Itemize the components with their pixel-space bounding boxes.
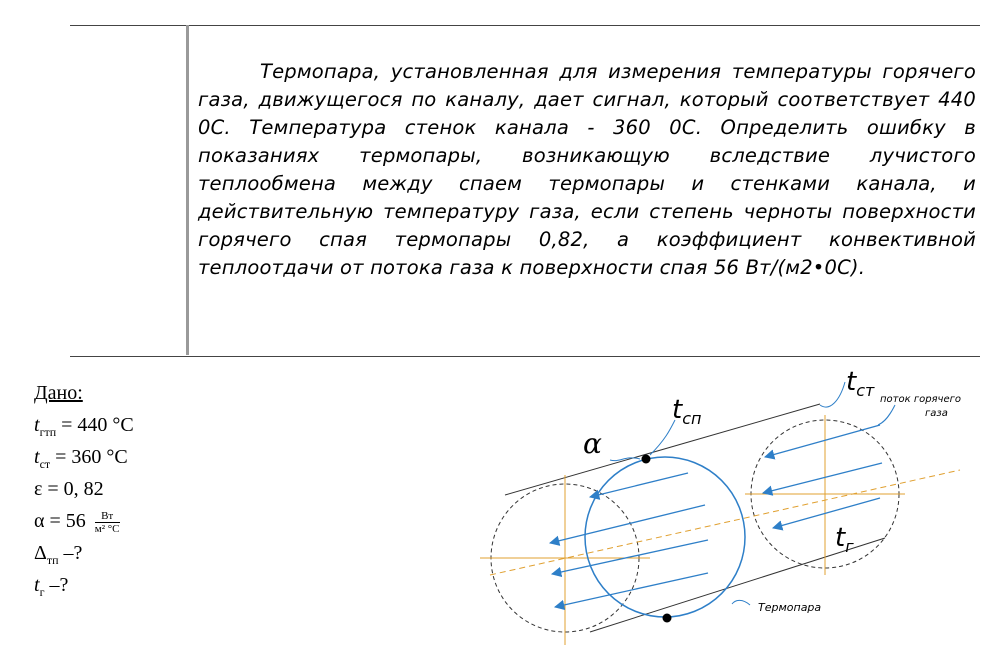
label-tst: $t_{ст}$ <box>846 367 875 400</box>
given-block <box>34 380 134 604</box>
given-eps: ε = 0, 82 <box>34 478 104 500</box>
junction-dot-top <box>642 455 651 464</box>
flow-arrow-4 <box>550 505 705 543</box>
label-alpha: α <box>583 427 602 460</box>
label-flow-2: газа <box>925 408 948 419</box>
given-t-gtp: $t_{гтп} = 440$ °C <box>34 414 134 439</box>
given-alpha: α = 56 $\frac{Вт}{\text{м² °C}}$ <box>34 509 120 535</box>
axis-line <box>490 470 960 575</box>
flow-arrow-2 <box>763 463 882 493</box>
task-text <box>198 58 976 282</box>
flow-arrow-3 <box>773 498 880 528</box>
junction-circle <box>585 457 745 617</box>
given-title: Дано: <box>34 382 83 404</box>
given-delta: $\Delta_{тп}$ –? <box>34 542 83 567</box>
label-thermo: Термопара <box>758 601 822 614</box>
given-t-st: $t_{ст} = 360$ °C <box>34 446 128 471</box>
label-tsp: $t_{сп}$ <box>672 395 702 428</box>
thermo-leader <box>732 600 750 605</box>
alpha-unit-fraction: $\frac{Вт}{\text{м² °C}}$ <box>94 509 120 535</box>
label-tg: $t_г$ <box>835 523 854 556</box>
label-flow-1: поток горячего <box>880 394 961 405</box>
junction-dot-bottom <box>663 614 672 623</box>
flow-arrow-1 <box>765 425 880 457</box>
task-text-content: Термопара, установленная для измерения температуры горячего газа, движущегося по каналу, дает сигнал, который соответствует 440 0С. Температура стенок канала - 360 0С. Определить ошибку в показаниях термопары, возникающую вследствие лучистого теплообмена между спаем термопары и стенками канала, и действительную температуру газа, если степень черноты поверхности горячего спая термопары 0,82, а коэффициент конвективной теплоотдачи от потока газа к поверхности спая 56 Вт/(м2•0С). <box>198 60 976 279</box>
flow-arrow-5 <box>552 540 708 574</box>
flow-leader <box>878 405 895 425</box>
given-t-g: $t_г$ –? <box>34 574 69 599</box>
task-divider <box>186 25 189 355</box>
tst-leader <box>820 382 845 407</box>
thermocouple-diagram <box>470 360 995 660</box>
channel-top-line <box>505 404 820 495</box>
